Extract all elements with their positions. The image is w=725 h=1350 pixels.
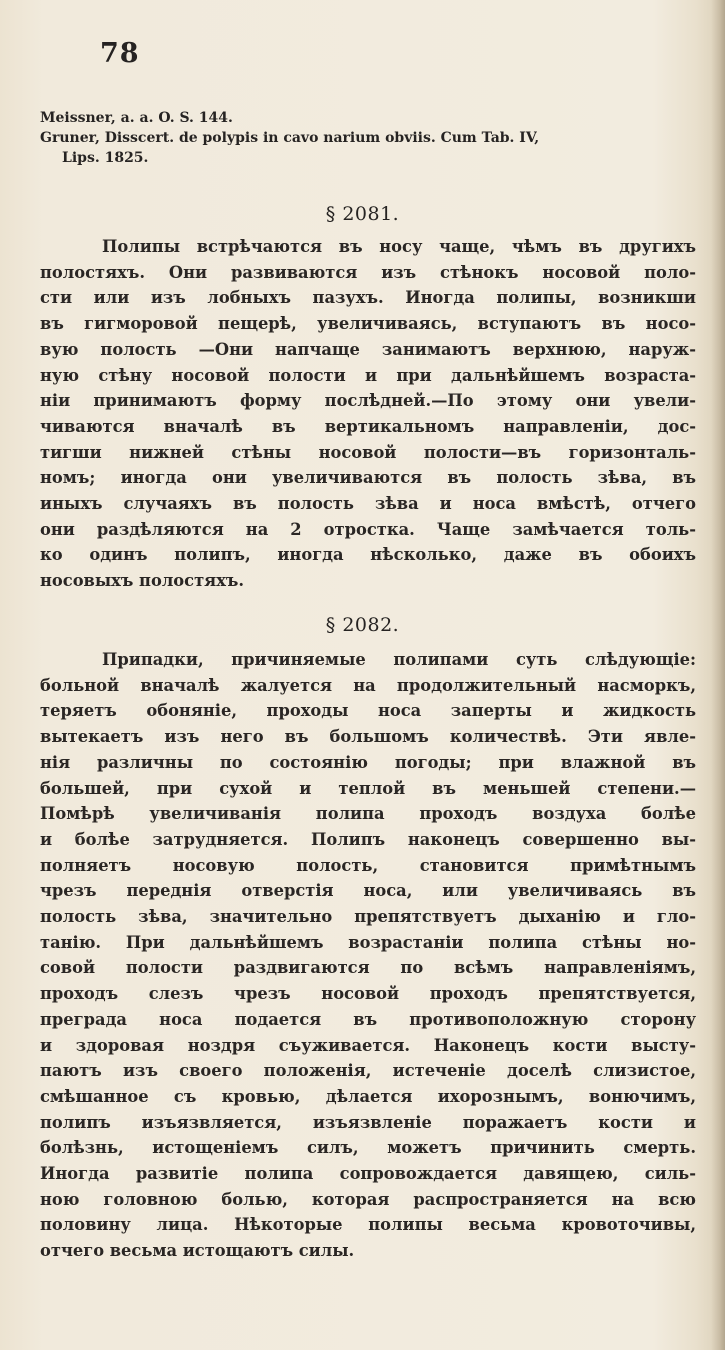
reference-line: Gruner, Disscert. de polypis in cavo narium obviis. Cum Tab. IV, [40,130,540,146]
text-line: Иногда развитіе полипа сопровождается давящею, силь- [40,1164,696,1184]
text-line: половину лица. Нѣкоторые полипы весьма кровоточивы, [40,1215,696,1235]
text-line: чрезъ переднія отверстія носа, или увеличиваясь въ [40,881,696,901]
section-heading-2081: § 2081. [325,203,400,225]
text-line: вую полость —Они напчаще занимаютъ верхнюю, наруж- [40,339,696,359]
text-line: проходъ слезъ чрезъ носовой проходъ препятствуется, [40,984,696,1004]
text-line: и болѣе затрудняется. Полипъ наконецъ совершенно вы- [40,829,696,849]
text-line: совой полости раздвигаются по всѣмъ направленіямъ, [40,958,696,978]
text-line: болѣзнь, истощеніемъ силъ, можетъ причинить смерть. [40,1138,696,1158]
text-line: смѣшанное съ кровью, дѣлается ихорознымъ, вонючимъ, [40,1086,696,1106]
reference-line: Lips. 1825. [62,150,149,166]
text-line: танію. При дальнѣйшемъ возрастаніи полипа стѣны но- [40,932,696,952]
text-line: теряетъ обоняніе, проходы носа заперты и жидкость [40,701,696,721]
text-line: вытекаетъ изъ него въ большомъ количествѣ. Эти явле- [40,727,696,747]
text-line: Припадки, причиняемые полипами суть слѣдующіе: [102,650,696,669]
references-block [40,108,700,168]
text-line: ною головною болью, которая распространяется на всю [40,1189,696,1209]
text-line: носовыхъ полостяхъ. [40,571,245,591]
text-line: въ гигморовой пещерѣ, увеличиваясь, вступаютъ въ носо- [40,314,696,334]
text-line: паютъ изъ своего положенія, истеченіе доселѣ слизистое, [40,1061,696,1081]
section-heading-2082: § 2082. [325,614,400,636]
paragraph-2081 [40,234,696,594]
text-line: Полипы встрѣчаются въ носу чаще, чѣмъ въ другихъ [102,237,696,256]
text-line: они раздѣляются на 2 отростка. Чаще замѣчается толь- [40,519,696,539]
text-line: тигши нижней стѣны носовой полости—въ горизонталь- [40,442,696,462]
text-line: ко одинъ полипъ, иногда нѣсколько, даже въ обоихъ [40,545,696,565]
text-line: полость зѣва, значительно препятствуетъ дыханію и гло- [40,907,696,927]
text-line: преграда носа подается въ противоположную сторону [40,1009,696,1029]
text-line: номъ; иногда они увеличиваются въ полость зѣва, въ [40,468,696,488]
page-number: 78 [100,38,140,69]
paragraph-2082 [40,647,696,1264]
text-line: большей, при сухой и теплой въ меньшей степени.— [40,778,696,798]
text-line: полостяхъ. Они развиваются изъ стѣнокъ носовой поло- [40,262,696,282]
text-line: иныхъ случаяхъ въ полость зѣва и носа вмѣстѣ, отчего [40,494,696,514]
text-line: полипъ изъязвляется, изъязвленіе поражаетъ кости и [40,1112,696,1132]
text-line: ную стѣну носовой полости и при дальнѣйшемъ возраста- [40,365,696,385]
text-line: полняетъ носовую полость, становится примѣтнымъ [40,855,696,875]
text-line: сти или изъ лобныхъ пазухъ. Иногда полипы, возникши [40,288,696,308]
text-line: ніи принимаютъ форму послѣдней.—По этому они увели- [40,391,696,411]
text-line: чиваются вначалѣ въ вертикальномъ направленіи, дос- [40,416,696,436]
text-line: отчего весьма истощаютъ силы. [40,1241,355,1261]
text-line: больной вначалѣ жалуется на продолжительный насморкъ, [40,675,696,695]
text-line: нія различны по состоянію погоды; при влажной въ [40,752,696,772]
text-line: Помѣрѣ увеличиванія полипа проходъ воздуха болѣе [40,804,696,824]
text-line: и здоровая ноздря съуживается. Наконецъ кости высту- [40,1035,696,1055]
reference-line: Meissner, a. a. O. S. 144. [40,110,233,126]
